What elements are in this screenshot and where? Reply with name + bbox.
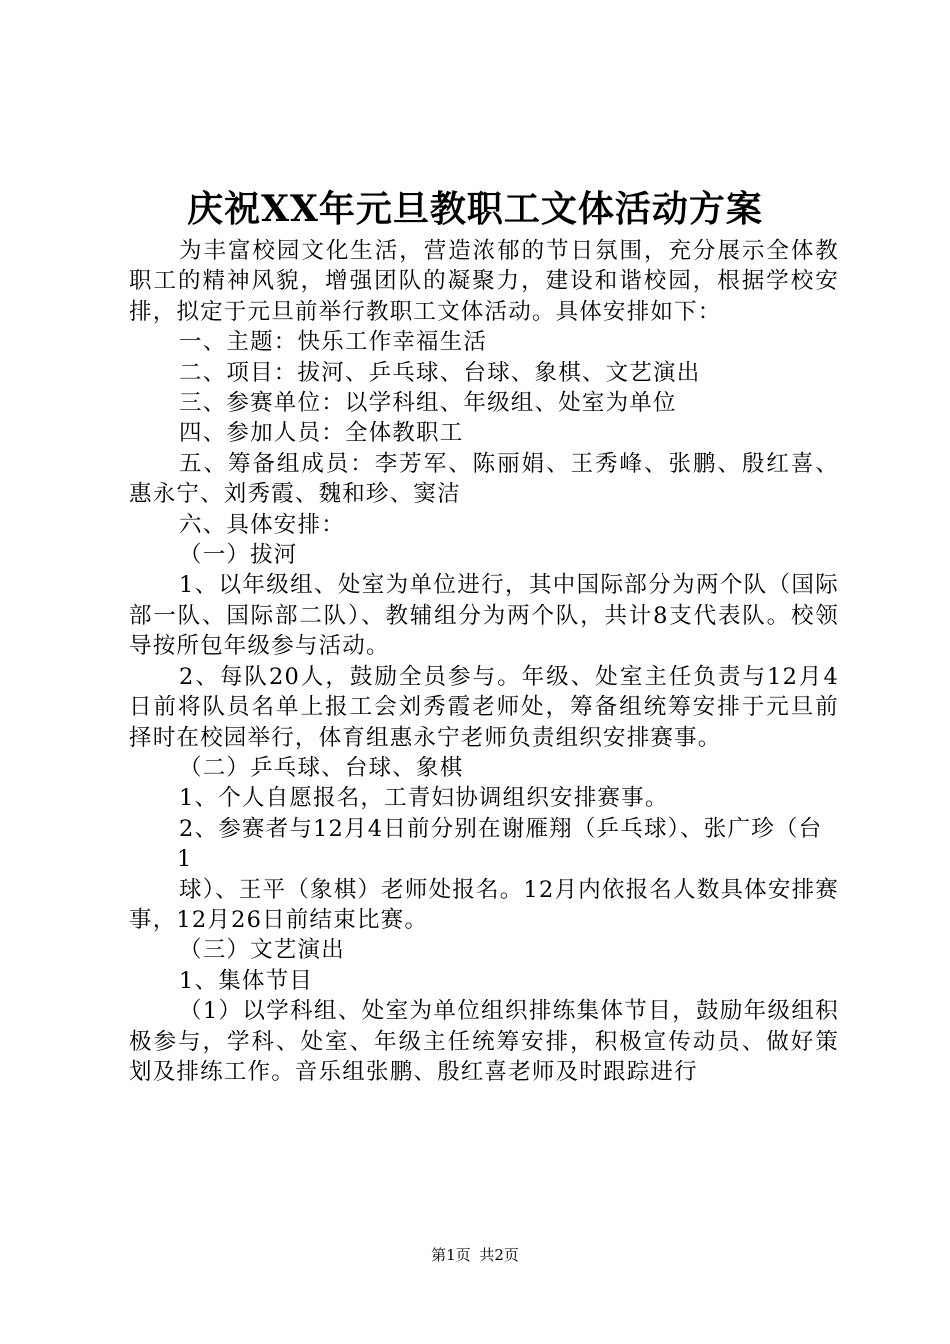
document-body xyxy=(129,236,839,1087)
page-footer xyxy=(0,1243,950,1267)
section-theme: 一、主题：快乐工作幸福生活 xyxy=(179,329,488,356)
document-title: 庆祝XX年元旦教职工文体活动方案 xyxy=(187,188,763,230)
table-games-item-2-cont: 球）、王平（象棋）老师处报名。12月内依报名人数具体安排赛事，12月26日前结束比赛。 xyxy=(129,876,839,933)
subsection-table-games: （二）乒乓球、台球、象棋 xyxy=(179,754,464,781)
section-participants: 四、参加人员：全体教职工 xyxy=(179,420,464,447)
tug-of-war-item-2: 2、每队20人，鼓励全员参与。年级、处室主任负责与12月4日前将队员名单上报工会刘秀霞老师处，筹备组统筹安排于元旦前择时在校园举行，体育组惠永宁老师负责组织安排赛事。 xyxy=(129,663,839,751)
section-units: 三、参赛单位：以学科组、年级组、处室为单位 xyxy=(179,390,677,417)
section-committee: 五、筹备组成员：李芳军、陈丽娟、王秀峰、张鹏、殷红喜、惠永宁、刘秀霞、魏和珍、窦洁 xyxy=(129,450,839,508)
performance-group-item-1: （1）以学科组、处室为单位组织排练集体节目，鼓励年级组积极参与，学科、处室、年级主任统筹安排，积极宣传动员、做好策划及排练工作。音乐组张鹏、殷红喜老师及时跟踪进行 xyxy=(129,998,839,1085)
page-number: 第1页 xyxy=(431,1246,471,1264)
section-arrangement: 六、具体安排： xyxy=(179,511,345,538)
inline-page-number: 1 xyxy=(177,846,193,873)
subsection-tug-of-war: （一）拔河 xyxy=(179,542,298,569)
table-games-item-2: 2、参赛者与12月4日前分别在谢雁翔（乒乓球）、张广珍（台 xyxy=(179,815,823,842)
tug-of-war-item-1: 1、以年级组、处室为单位进行，其中国际部分为两个队（国际部一队、国际部二队）、教辅组分为两个队，共计8支代表队。校领导按所包年级参与活动。 xyxy=(129,572,839,660)
performance-group-heading: 1、集体节目 xyxy=(179,967,314,994)
intro-paragraph: 为丰富校园文化生活，营造浓郁的节日氛围，充分展示全体教职工的精神风貌，增强团队的凝聚力，建设和谐校园，根据学校安排，拟定于元旦前举行教职工文体活动。具体安排如下： xyxy=(129,238,839,325)
table-games-item-1: 1、个人自愿报名，工青妇协调组织安排赛事。 xyxy=(179,785,669,812)
page-total: 共2页 xyxy=(479,1246,519,1264)
section-items: 二、项目：拔河、乒乓球、台球、象棋、文艺演出 xyxy=(179,359,701,386)
subsection-performance: （三）文艺演出 xyxy=(179,937,345,964)
